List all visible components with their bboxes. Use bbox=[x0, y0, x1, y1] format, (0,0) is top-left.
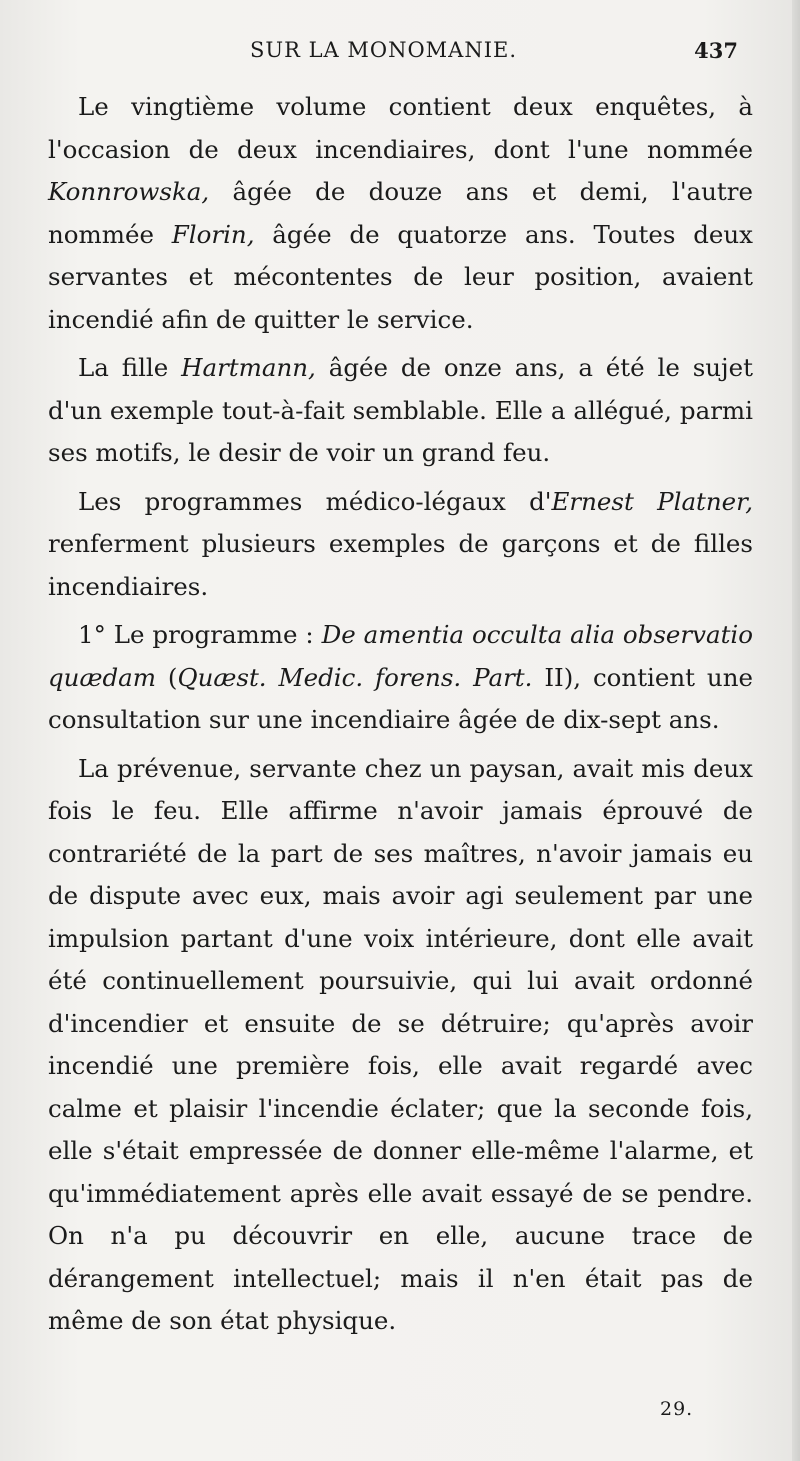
page-edge bbox=[792, 0, 800, 1461]
body-text bbox=[48, 86, 753, 1343]
running-title: SUR LA MONOMANIE. bbox=[250, 38, 518, 62]
paragraph-3 bbox=[48, 481, 753, 609]
text-run: âgée de onze ans, a été le sujet d'un exemple tout-à-fait semblable. Elle a allégué, parmi ses motifs, le desir de voir un grand feu. bbox=[48, 353, 753, 467]
italic-name: Ernest Platner, bbox=[551, 486, 753, 516]
text-run: ( bbox=[156, 662, 178, 692]
text-run: II), contient une consultation sur une incendiaire âgée de dix-sept ans. bbox=[48, 662, 753, 734]
text-run: 1° Le programme : bbox=[78, 620, 322, 649]
paragraph-5 bbox=[48, 748, 753, 1343]
paragraph-4 bbox=[48, 614, 753, 742]
text-run: Le vingtième volume contient deux enquêtes, à l'occasion de deux incendiaires, dont l'une nommée bbox=[48, 92, 753, 164]
text-run: Les programmes médico-légaux d' bbox=[78, 486, 552, 516]
italic-name: Konnrowska, bbox=[48, 177, 210, 206]
italic-reference: Quæst. Medic. forens. Part. bbox=[177, 662, 533, 692]
text-run: La fille bbox=[78, 353, 182, 382]
text-run: âgée de douze ans et demi, l'autre nommée bbox=[48, 177, 753, 249]
italic-name: Florin, bbox=[171, 219, 255, 249]
italic-name: Hartmann, bbox=[181, 353, 316, 382]
page-number: 437 bbox=[694, 38, 738, 63]
italic-title: De amentia occulta alia observatio quædam bbox=[48, 620, 753, 692]
text-run: renferment plusieurs exemples de garçons et de filles incendiaires. bbox=[48, 529, 753, 601]
paragraph-1 bbox=[48, 86, 753, 341]
text-run: La prévenue, servante chez un paysan, avait mis deux fois le feu. Elle affirme n'avoir jamais éprouvé de contrariété de la part de ses maîtres, n'avoir jamais eu de dispute avec eux, mais avoir agi seulement par une impulsion partant d'une voix intérieure, dont elle avait été continuellement poursuivie, qui lui avait ordonné d'incendier et ensuite de se détruire; qu'après avoir incendié une première fois, elle avait regardé avec calme et plaisir l'incendie éclater; que la seconde fois, elle s'était empressée de donner elle-même l'alarme, et qu'immédiatement après elle avait essayé de se pendre. On n'a pu découvrir en elle, aucune trace de dérangement intellectuel; mais il n'en était pas de même de son état physique. bbox=[48, 753, 753, 1335]
signature-mark: 29. bbox=[660, 1398, 694, 1420]
paragraph-2 bbox=[48, 347, 753, 475]
text-run: âgée de quatorze ans. Toutes deux servantes et mécontentes de leur position, avaient incendié afin de quitter le service. bbox=[48, 219, 753, 334]
page-header bbox=[50, 38, 748, 72]
